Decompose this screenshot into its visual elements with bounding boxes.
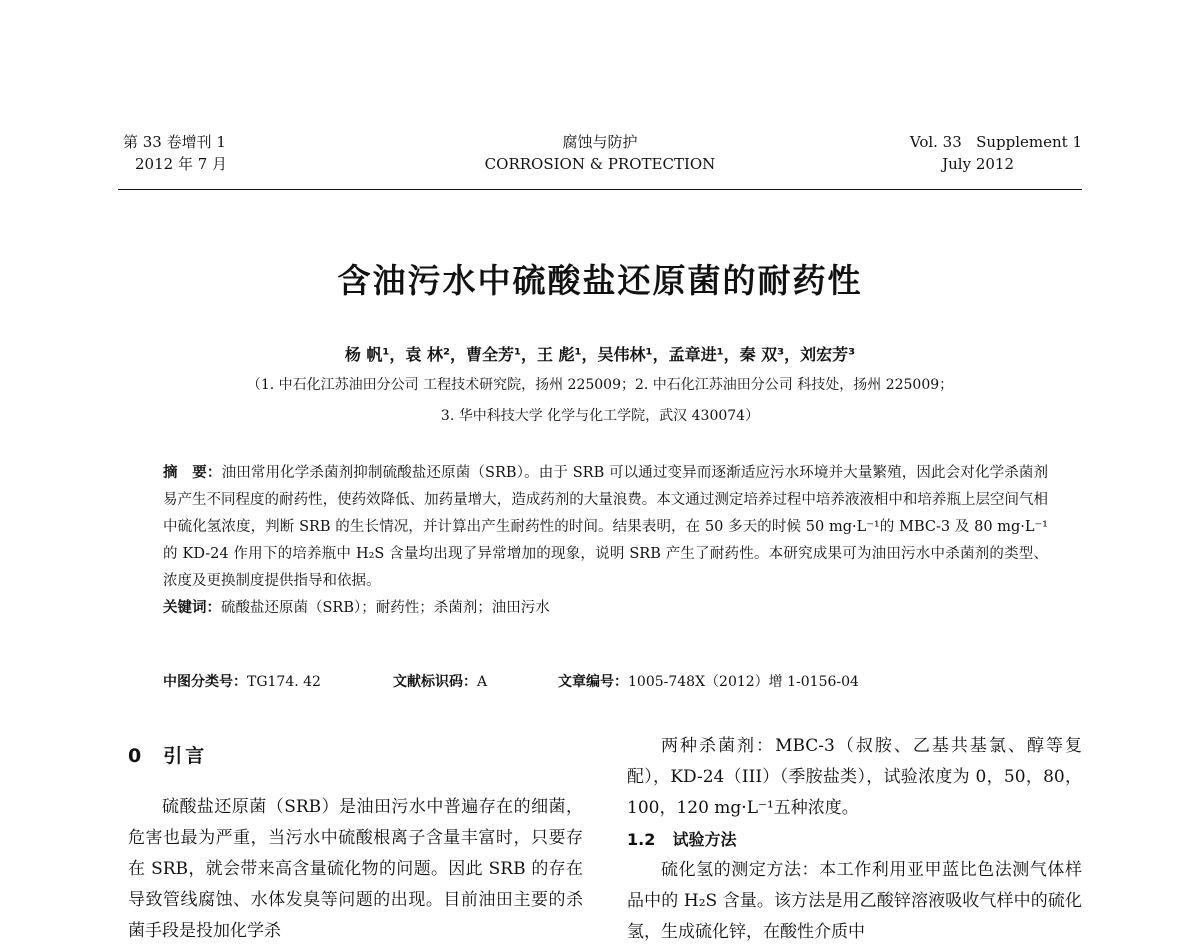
header-right-line1: Vol. 33 Supplement 1 [909, 133, 1082, 151]
keywords [163, 595, 1048, 622]
document-code [393, 671, 487, 693]
reagents-paragraph: 两种杀菌剂：MBC-3（叔胺、乙基共基氯、醇等复配），KD-24（III）（季胺盐类），试验浓度为 0，50，80，100，120 mg·L⁻¹五种浓度。 [627, 736, 1082, 818]
article-value: 1005-748X（2012）增 1-0156-04 [628, 674, 859, 690]
methods-column [627, 731, 1082, 948]
header-right-line2: July 2012 [942, 155, 1014, 173]
article-label: 文章编号： [558, 674, 628, 690]
abstract-text: 油田常用化学杀菌剂抑制硫酸盐还原菌（SRB）。由于 SRB 可以通过变异而逐渐适应污水环境并大量繁殖，因此会对化学杀菌剂易产生不同程度的耐药性，使药效降低、加药量增大，造成药剂的大量浪费。本文通过测定培养过程中培养液液相中和培养瓶上层空间气相中硫化氢浓度，判断 SRB 的生长情况，并计算出产生耐药性的时间。结果表明，在 50 多天的时候 50 mg·L⁻¹的 MBC-3 及 80 mg·L⁻¹的 KD-24 作用下的培养瓶中 H₂S 含量均出现了异常增加的现象，说明 SRB 产生了耐药性。本研究成果可为油田污水中杀菌剂的类型、浓度及更换制度提供指导和依据。 [163, 465, 1049, 589]
section-title: 引言 [163, 745, 208, 767]
section-heading-intro [128, 741, 207, 768]
methods-paragraph: 硫化氢的测定方法：本工作利用亚甲蓝比色法测气体样品中的 H₂S 含量。该方法是用乙酸锌溶液吸收气样中的硫化氢，生成硫化锌，在酸性介质中 [627, 860, 1082, 942]
intro-column [128, 792, 583, 947]
abstract-block [163, 460, 1048, 622]
subsection-heading-methods [627, 824, 1082, 855]
doc-value: A [477, 674, 488, 690]
abstract [163, 460, 1048, 595]
subsection-title: 试验方法 [672, 830, 737, 849]
section-number: 0 [128, 745, 142, 767]
article-number [558, 671, 859, 693]
intro-paragraph: 硫酸盐还原菌（SRB）是油田污水中普遍存在的细菌，危害也最为严重，当污水中硫酸根离子含量丰富时，只要存在 SRB，就会带来高含量硫化物的问题。因此 SRB 的存在导致管线腐蚀、水体发臭等问题的出现。目前油田主要的杀菌手段是投加化学杀 [128, 797, 583, 941]
header-center-line2: CORROSION & PROTECTION [484, 155, 716, 173]
clc-value: TG174. 42 [247, 674, 321, 690]
clc-number [163, 671, 321, 693]
header-left-line2: 2012 年 7 月 [135, 155, 228, 173]
header-rule [118, 189, 1082, 190]
keywords-label: 关键词： [163, 600, 221, 616]
journal-volume-en [822, 131, 1082, 175]
author-list: 杨 帆¹，袁 林²，曹全芳¹，王 彪¹，吴伟林¹，孟章进¹，秦 双³，刘宏芳³ [344, 345, 856, 364]
doc-label: 文献标识码： [393, 674, 477, 690]
affiliation-line-2: 3. 华中科技大学 化学与化工学院，武汉 430074） [440, 408, 760, 424]
affiliation-line-1: （1. 中石化江苏油田分公司 工程技术研究院，扬州 225009；2. 中石化江苏油田分公司 科技处，扬州 225009； [246, 377, 954, 393]
header-left-line1: 第 33 卷增刊 1 [123, 133, 226, 151]
header-center-line1: 腐蚀与防护 [562, 133, 638, 151]
keywords-text: 硫酸盐还原菌（SRB）；耐药性；杀菌剂；油田污水 [221, 600, 550, 616]
abstract-label: 摘 要： [163, 465, 222, 481]
subsection-number: 1.2 [627, 830, 656, 849]
clc-label: 中图分类号： [163, 674, 247, 690]
paper-title: 含油污水中硫酸盐还原菌的耐药性 [337, 261, 863, 300]
